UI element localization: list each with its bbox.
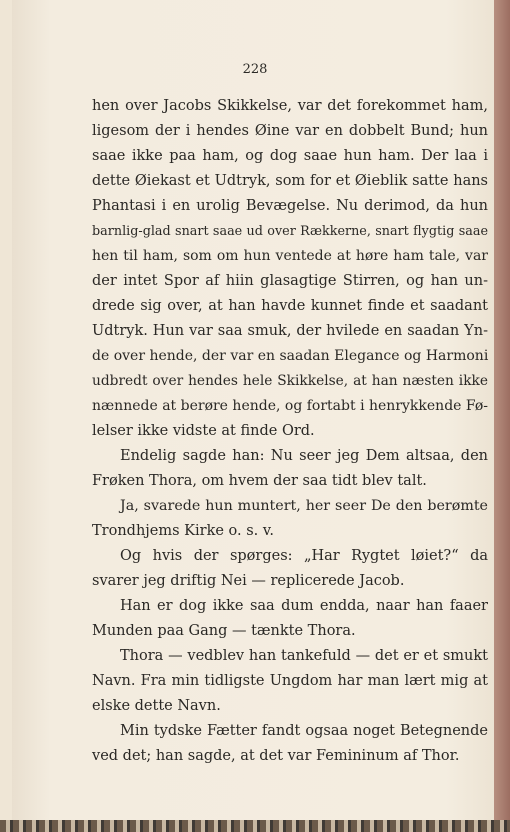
book-spine-edge [494,0,510,832]
text-line: barnlig-glad snart saae ud over Rækkerne, snart flygtig saae [92,224,488,239]
text-line: Han er dog ikke saa dum endda, naar han faaer [120,598,488,614]
text-line: Og hvis der spørges: „Har Rygtet løiet?“ da [120,548,488,564]
text-line: der intet Spor af hiin glasagtige Stirren, og han un- [92,273,488,289]
text-line: de over hende, der var en saadan Elegance og Harmoni [92,348,489,364]
text-line: Munden paa Gang — tænkte Thora. [92,623,356,639]
body-text [92,94,488,769]
text-line: Phantasi i en urolig Bevægelse. Nu derimod, da hun [92,198,488,214]
text-line: hen over Jacobs Skikkelse, var det forekommet ham, [92,98,488,114]
text-line: elske dette Navn. [92,698,221,714]
text-line: ved det; han sagde, at det var Femininum af Thor. [92,748,460,764]
text-line: Frøken Thora, om hvem der saa tidt blev talt. [92,473,427,489]
page-bottom-edge [0,820,510,832]
text-line: Endelig sagde han: Nu seer jeg Dem altsaa, den [120,448,488,464]
text-line: Trondhjems Kirke o. s. v. [92,523,274,539]
text-line: drede sig over, at han havde kunnet finde et saadant [92,298,488,314]
text-line: Thora — vedblev han tankefuld — det er et smukt [120,648,488,664]
text-line: Min tydske Fætter fandt ogsaa noget Betegnende [120,723,488,739]
text-line: Ja, svarede hun muntert, her seer De den berømte [120,498,488,514]
text-line: dette Øiekast et Udtryk, som for et Øieblik satte hans [92,173,488,189]
text-line: hen til ham, som om hun ventede at høre ham tale, var [92,248,488,264]
text-line: udbredt over hendes hele Skikkelse, at han næsten ikke [92,373,488,389]
text-line: svarer jeg driftig Nei — replicerede Jacob. [92,573,405,589]
text-line: saae ikke paa ham, og dog saae hun ham. Der laa i [92,148,488,164]
page-number: 228 [242,62,268,77]
text-line: Navn. Fra min tidligste Ungdom har man lært mig at [92,673,488,689]
text-line: ligesom der i hendes Øine var en dobbelt Bund; hun [92,123,488,139]
text-line: lelser ikke vidste at finde Ord. [92,423,315,439]
text-line: nænnede at berøre hende, og fortabt i henrykkende Fø- [92,398,488,414]
text-line: Udtryk. Hun var saa smuk, der hvilede en saadan Yn- [92,323,488,339]
